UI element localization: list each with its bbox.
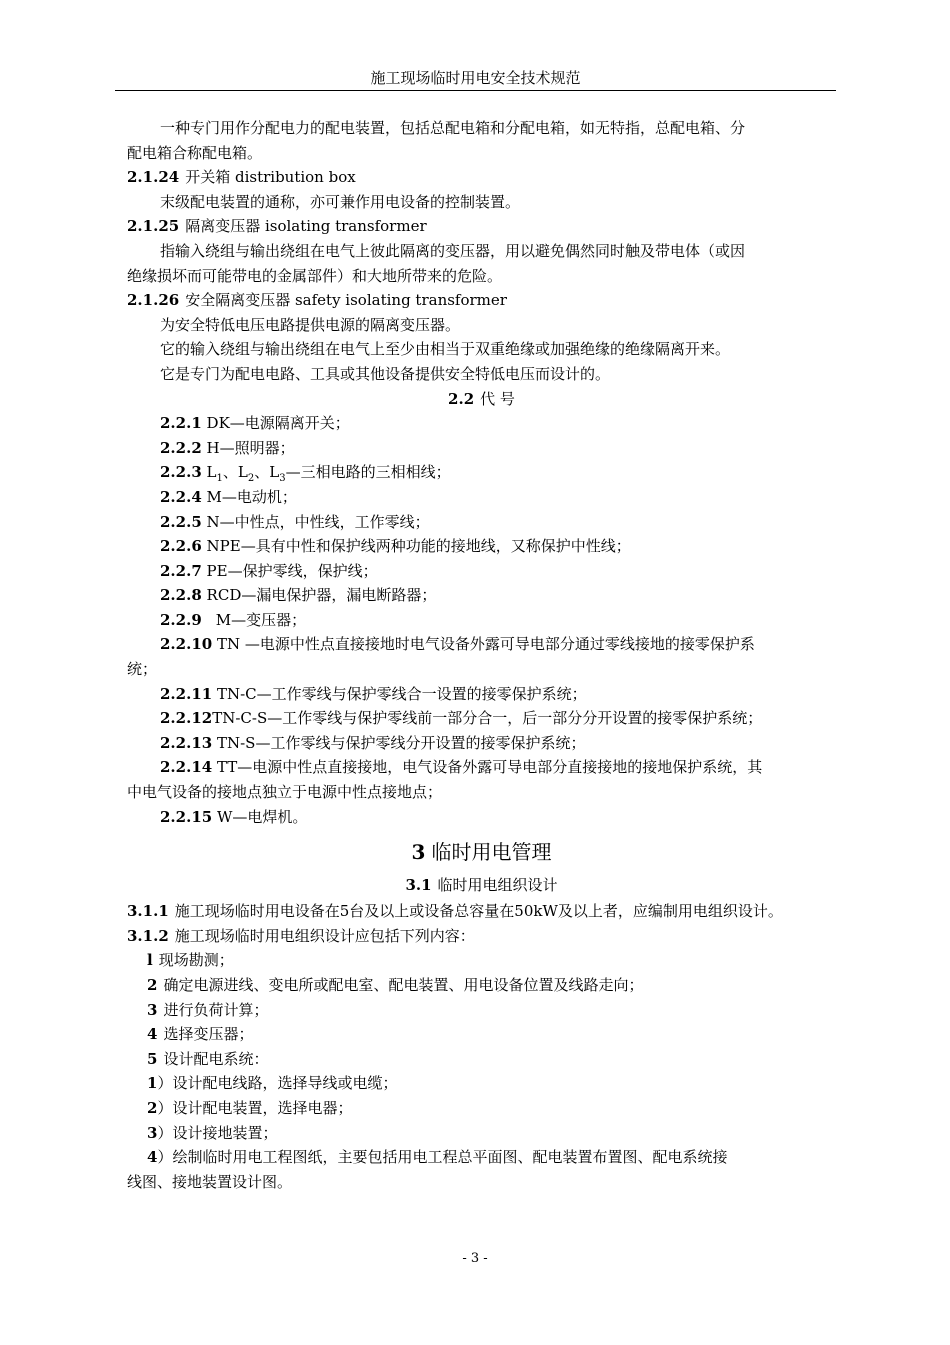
code-item: 2.2.2 H—照明器； — [160, 438, 295, 457]
definition-text: 为安全特低电压电路提供电源的隔离变压器。 — [160, 315, 461, 334]
list-number: 1 — [147, 1074, 158, 1093]
clause-number: 2.2.10 — [160, 635, 213, 654]
list-number: 3 — [147, 1123, 158, 1142]
definition-text: 绝缘损坏而可能带电的金属部件）和大地所带来的危险。 — [127, 266, 503, 285]
sub-list-item-continuation: 线图、接地装置设计图。 — [127, 1172, 293, 1191]
section-number: 3.1 — [405, 876, 432, 895]
chapter-heading — [127, 833, 836, 871]
section-title: 临时用电组织设计 — [437, 876, 558, 895]
definition-heading — [127, 288, 836, 313]
clause-number: 3.1.2 — [127, 926, 169, 945]
definition-term: 隔离变压器 isolating transformer — [185, 217, 427, 236]
code-item: 2.2.13 TN-S—工作零线与保护零线分开设置的接零保护系统； — [160, 733, 586, 752]
code-item: 2.2.14 TT—电源中性点直接接地，电气设备外露可导电部分直接接地的接地保护系统，其 — [160, 758, 763, 777]
section-heading — [127, 387, 836, 412]
code-item: 2.2.15 W—电焊机。 — [160, 807, 308, 826]
clause-number: 2.2.15 — [160, 807, 213, 826]
clause-number: 2.2.14 — [160, 758, 213, 777]
clause: 3.1.1 施工现场临时用电设备在5台及以上或设备总容量在50kW及以上者，应编制用电组织设计。 — [127, 902, 783, 921]
definition-text: 它的输入绕组与输出绕组在电气上至少由相当于双重绝缘或加强绝缘的绝缘隔离开来。 — [160, 340, 731, 359]
list-item: 3 进行负荷计算； — [147, 1000, 269, 1019]
definition-heading — [127, 214, 836, 239]
clause-number: 2.1.25 — [127, 217, 180, 236]
code-item: 2.2.9 M—变压器； — [160, 610, 307, 629]
code-item: 2.2.12TN-C-S—工作零线与保护零线前一部分合一，后一部分分开设置的接零保护系统； — [160, 709, 763, 728]
clause-number: 2.2.7 — [160, 561, 202, 580]
list-item: 2 确定电源进线、变电所或配电室、配电装置、用电设备位置及线路走向； — [147, 976, 644, 994]
list-item: 4 选择变压器； — [147, 1025, 254, 1044]
clause-number: 2.1.26 — [127, 291, 180, 310]
code-item: 2.2.10 TN —电源中性点直接接地时电气设备外露可导电部分通过零线接地的接零保护系 — [160, 635, 755, 654]
code-item: 2.2.7 PE—保护零线，保护线； — [160, 561, 378, 580]
paragraph-line: 配电箱合称配电箱。 — [127, 143, 263, 162]
sub-list-item: 2）设计配电装置，选择电器； — [147, 1098, 353, 1117]
sub-list-item: 4）绘制临时用电工程图纸，主要包括用电工程总平面图、配电装置布置图、配电系统接 — [147, 1148, 728, 1167]
definition-text: 指输入绕组与输出绕组在电气上彼此隔离的变压器，用以避免偶然同时触及带电体（或因 — [160, 241, 746, 260]
chapter-title: 临时用电管理 — [431, 840, 552, 865]
page-number: - 3 - — [462, 1251, 488, 1266]
list-number: 4 — [147, 1025, 158, 1044]
definition-text: 它是专门为配电电路、工具或其他设备提供安全特低电压而设计的。 — [160, 364, 611, 383]
section-number: 2.2 — [448, 389, 475, 408]
clause-number: 2.2.3 — [160, 463, 202, 482]
list-item: 5 设计配电系统： — [147, 1049, 269, 1068]
clause-number: 2.2.4 — [160, 487, 202, 506]
clause-number: 2.2.8 — [160, 586, 202, 605]
code-item: 2.2.3 $L_1$、$L_2$、$L_3—$三相电路的三相相线； — [160, 463, 451, 485]
page-header-title: 施工现场临时用电安全技术规范 — [370, 69, 581, 87]
definition-heading — [127, 165, 836, 190]
code-item-continuation: 中电气设备的接地点独立于电源中性点接地点； — [127, 783, 443, 802]
code-item: 2.2.8 RCD—漏电保护器，漏电断路器； — [160, 586, 437, 605]
clause-number: 2.2.9 — [160, 610, 202, 629]
clause-number: 2.1.24 — [127, 168, 180, 187]
list-number: l — [147, 951, 153, 970]
clause-number: 2.2.11 — [160, 684, 213, 703]
list-number: 4 — [147, 1148, 158, 1167]
definition-term: 开关箱 distribution box — [185, 168, 356, 187]
code-item: 2.2.1 DK—电源隔离开关； — [160, 414, 350, 433]
page-body — [127, 116, 836, 1194]
sub-list-item: 1）设计配电线路，选择导线或电缆； — [147, 1074, 398, 1093]
list-number: 5 — [147, 1049, 158, 1068]
code-item: 2.2.4 M—电动机； — [160, 487, 297, 506]
clause-number: 2.2.1 — [160, 414, 202, 433]
sub-list-item: 3）设计接地装置； — [147, 1123, 278, 1142]
code-item: 2.2.5 N—中性点，中性线，工作零线； — [160, 512, 430, 531]
list-item: l 现场勘测； — [147, 951, 234, 970]
clause: 3.1.2 施工现场临时用电组织设计应包括下列内容： — [127, 926, 475, 945]
list-number: 2 — [147, 1098, 158, 1117]
clause-number: 2.2.6 — [160, 537, 202, 556]
code-item: 2.2.6 NPE—具有中性和保护线两种功能的接地线，又称保护中性线； — [160, 537, 631, 556]
code-item-continuation: 统； — [127, 660, 158, 679]
clause-number: 2.2.12 — [160, 709, 213, 728]
clause-number: 2.2.5 — [160, 512, 202, 531]
code-item: 2.2.11 TN-C—工作零线与保护零线合一设置的接零保护系统； — [160, 684, 587, 703]
section-title: 代 号 — [480, 389, 515, 408]
clause-number: 3.1.1 — [127, 902, 169, 921]
clause-number: 2.2.2 — [160, 438, 202, 457]
definition-term: 安全隔离变压器 safety isolating transformer — [185, 291, 507, 310]
clause-number: 2.2.13 — [160, 733, 213, 752]
section-heading — [127, 871, 836, 899]
list-number: 2 — [147, 976, 158, 994]
header-divider — [115, 90, 836, 91]
list-number: 3 — [147, 1000, 158, 1019]
definition-text: 末级配电装置的通称，亦可兼作用电设备的控制装置。 — [160, 192, 521, 211]
chapter-number: 3 — [411, 840, 426, 865]
paragraph-line: 一种专门用作分配电力的配电装置，包括总配电箱和分配电箱，如无特指，总配电箱、分 — [160, 119, 746, 137]
